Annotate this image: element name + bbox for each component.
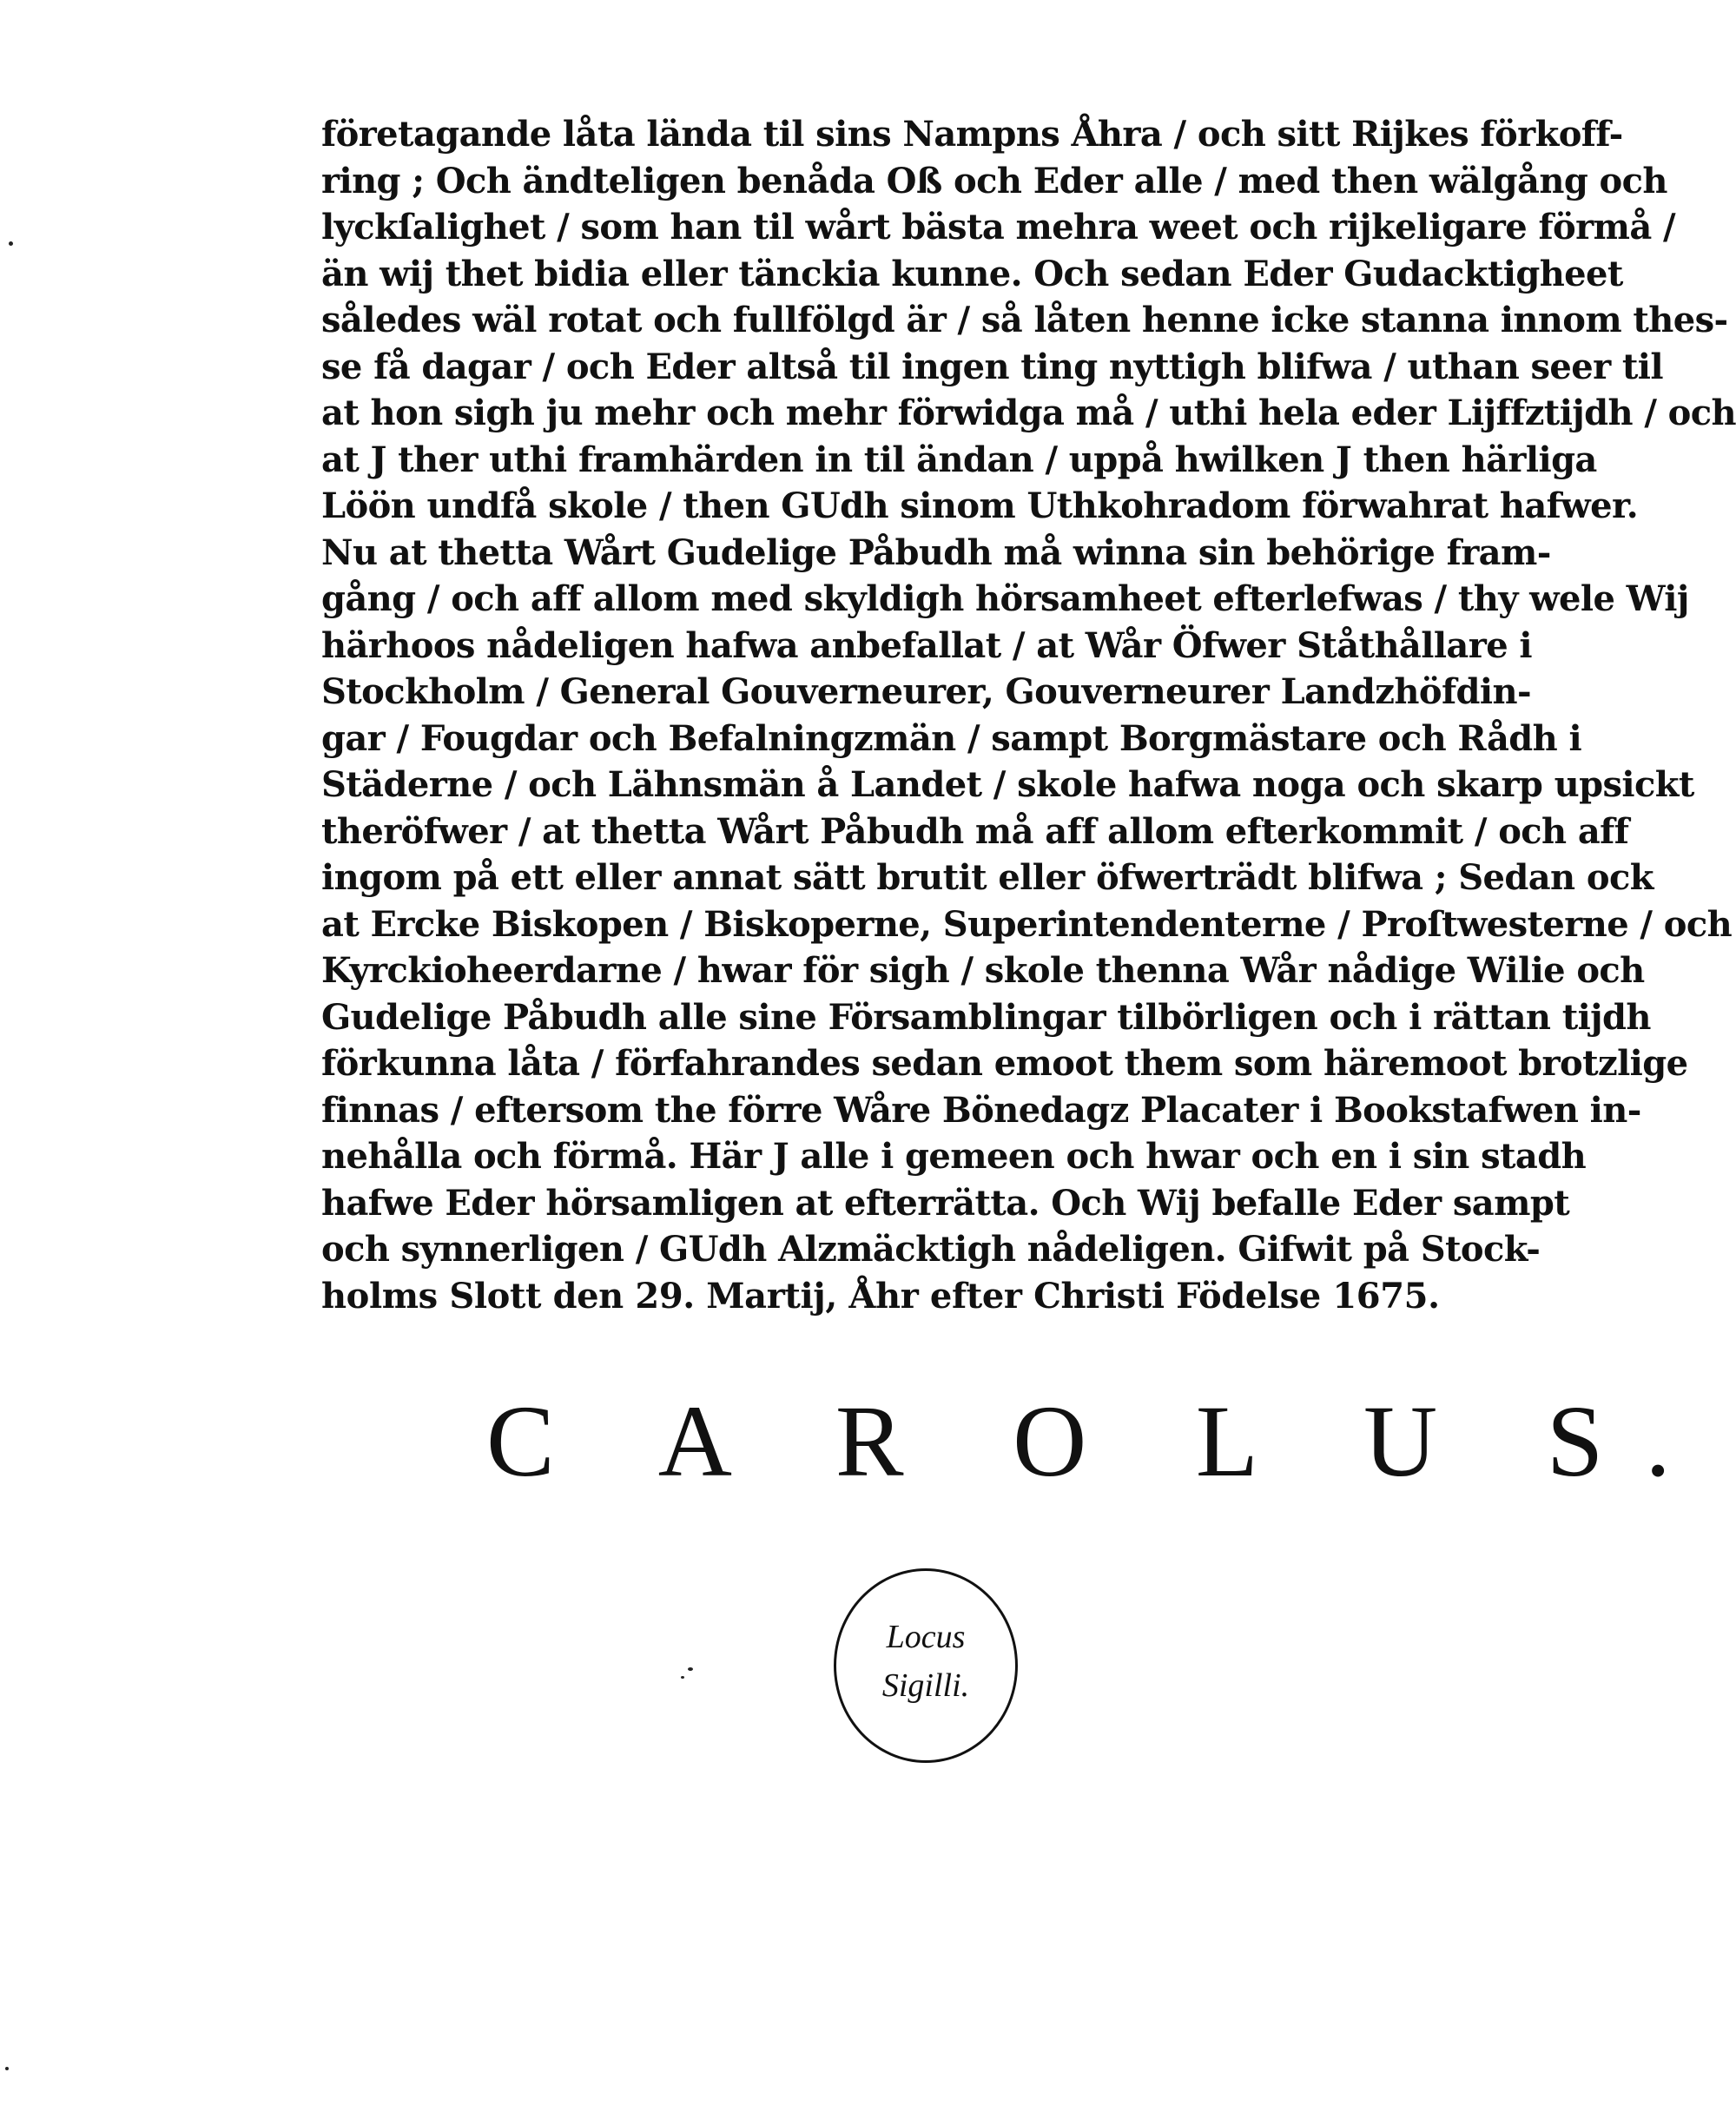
text-line: gång / och aff allom med skyldigh hörsamheet efterlefwas / thy wele Wij	[321, 578, 1689, 619]
text-line: at J ther uthi framhärden in til ändan / uppå hwilken J then härliga	[321, 439, 1597, 480]
ink-speck	[5, 2067, 9, 2070]
text-line: Städerne / och Lähnsmän å Landet / skole hafwa noga och skarp upsickt	[321, 764, 1694, 805]
seal-text-line-2: Sigilli.	[881, 1667, 970, 1704]
text-line-final: holms Slott den 29. Martij, Åhr efter Christi Födelse 1675.	[321, 1275, 1440, 1317]
text-line: gar / Fougdar och Befalningzmän / sampt Borgmästare och Rådh i	[321, 717, 1582, 759]
text-line: Kyrckioheerdarne / hwar för sigh / skole thenna Wår nådige Wilie och	[321, 950, 1645, 991]
text-line: Gudelige Påbudh alle sine Församblingar tilbörligen och i rättan tijdh	[321, 996, 1651, 1038]
text-line: at Ercke Biskopen / Biskoperne, Superintendenterne / Proſtwesterne / och	[321, 903, 1733, 945]
text-line: lyckſalighet / som han til wårt bästa mehra weet och rijkeligare förmå /	[321, 207, 1675, 248]
text-line: förkunna låta / förfahrandes sedan emoot them som häremoot brotzlige	[321, 1043, 1688, 1084]
text-line: och synnerligen / GUdh Alzmäcktigh nådeligen. Gifwit på Stock-	[321, 1229, 1541, 1270]
royal-signature: C A R O L U S.	[486, 1384, 1713, 1498]
decree-body-text	[321, 111, 1736, 1319]
text-line: Löön undfå skole / then GUdh sinom Uthkohradom förwahrat hafwer.	[321, 485, 1639, 526]
ink-speck	[9, 241, 13, 246]
seal-circle	[834, 1568, 1018, 1763]
text-line: se få dagar / och Eder altså til ingen ting nyttigh blifwa / uthan seer til	[321, 346, 1663, 387]
text-line: at hon sigh ju mehr och mehr förwidga må / uthi hela eder Lijffztijdh / och	[321, 393, 1736, 433]
text-line: företagande låta lända til sins Nampns Åhra / och sitt Rijkes förkoff-	[321, 114, 1623, 155]
ink-speck	[688, 1667, 693, 1671]
text-line: finnas / eftersom the förre Wåre Bönedagz Placater i Bookstafwen in-	[321, 1089, 1641, 1131]
text-line: härhoos nådeligen hafwa anbefallat / at Wår Öfwer Ståthållare i	[321, 624, 1532, 666]
text-line: Nu at thetta Wårt Gudelige Påbudh må winna sin behörige fram-	[321, 531, 1551, 573]
text-line: ring ; Och ändteligen benåda Oß och Eder alle / med then wälgång och	[321, 160, 1667, 201]
text-line: således wäl rotat och fullfölgd är / så låten henne icke stanna innom thes-	[321, 300, 1728, 340]
text-line: nehålla och förmå. Här J alle i gemeen och hwar och en i sin stadh	[321, 1136, 1587, 1177]
text-line: Stockholm / General Gouverneurer, Gouverneurer Landzhöfdin-	[321, 671, 1531, 712]
ink-speck	[681, 1676, 684, 1679]
text-line: theröfwer / at thetta Wårt Påbudh må aff allom efterkommit / och aff	[321, 810, 1629, 852]
text-line: hafwe Eder hörsamligen at efterrätta. Och Wij befalle Eder sampt	[321, 1182, 1570, 1224]
text-line: än wij thet bidia eller tänckia kunne. Och sedan Eder Gudacktigheet	[321, 253, 1623, 294]
seal-text-line-1: Locus	[886, 1619, 966, 1655]
text-line: ingom på ett eller annat sätt brutit eller öfwerträdt blifwa ; Sedan ock	[321, 857, 1653, 898]
